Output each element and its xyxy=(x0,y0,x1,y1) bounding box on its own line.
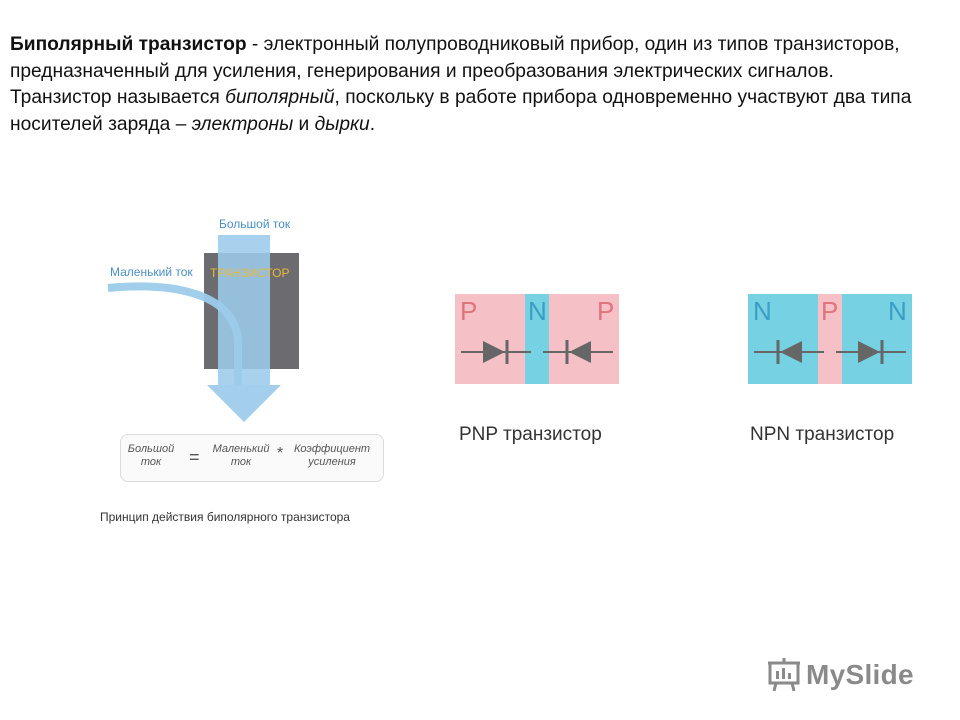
logo-text: MySlide xyxy=(806,659,914,690)
gain-formula-box xyxy=(120,434,384,482)
term-bold: Биполярный транзистор xyxy=(10,34,247,55)
formula-small-current: Маленький ток xyxy=(212,443,270,468)
pnp-letter-1: P xyxy=(460,296,478,326)
npn-letter-1: N xyxy=(753,296,772,326)
presentation-board-icon xyxy=(766,657,802,693)
myslide-logo xyxy=(766,653,926,697)
pnp-caption: PNP транзистор xyxy=(459,424,602,445)
small-current-label: Маленький ток xyxy=(110,265,193,279)
transistor-label: ТРАНЗИСТОР xyxy=(210,266,290,280)
principle-caption: Принцип действия биполярного транзистора xyxy=(100,510,350,524)
npn-caption: NPN транзистор xyxy=(750,424,895,445)
formula-big-current: Большой ток xyxy=(127,443,175,468)
pnp-letter-3: P xyxy=(597,296,615,326)
pnp-letter-2: N xyxy=(528,296,547,326)
npn-letter-3: N xyxy=(888,296,907,326)
formula-gain: Коэффициент усиления xyxy=(293,443,371,468)
definition-paragraph: Биполярный транзистор - электронный полупроводниковый прибор, один из типов транзисторов, предназначенный для усиления, генерирования и преобразования электрических сигналов. Транзистор называется биполярный, поскольку в работе прибора одновременно участвуют два типа носителей заряда – электроны и дырки. xyxy=(10,34,912,135)
npn-letter-2: P xyxy=(821,296,839,326)
big-current-arrow-head xyxy=(207,385,281,422)
multiply-sign: * xyxy=(277,445,284,462)
big-current-label: Большой ток xyxy=(219,217,291,231)
equals-sign: = xyxy=(189,447,200,467)
